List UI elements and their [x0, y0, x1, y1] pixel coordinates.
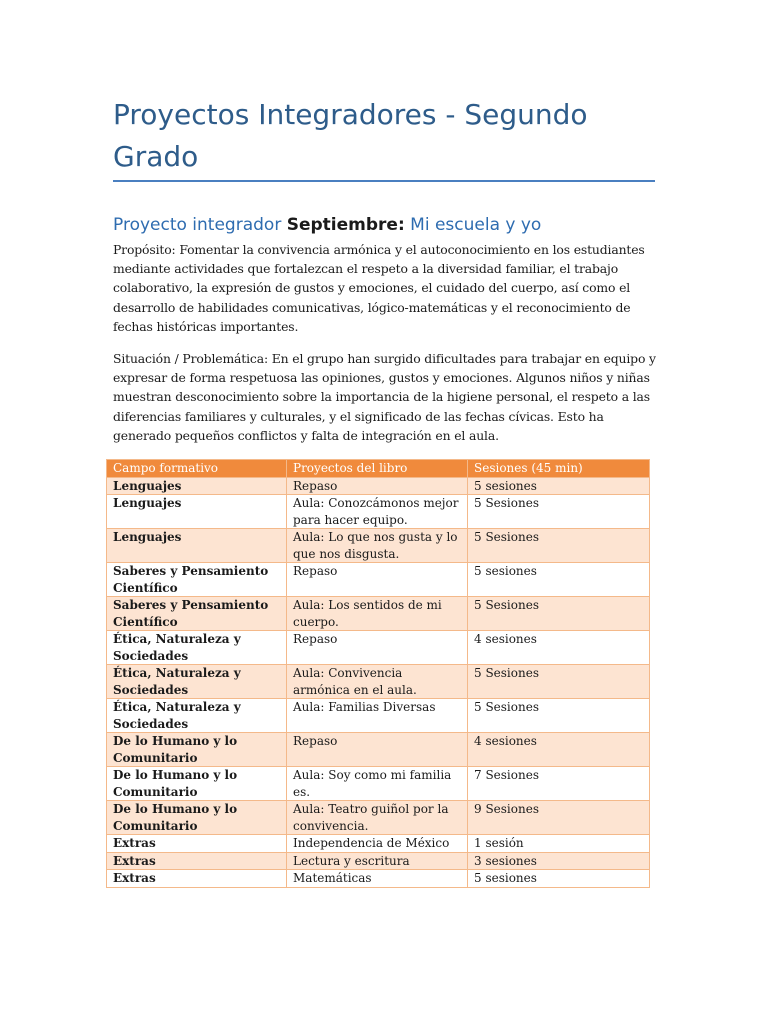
cell-sesiones: 1 sesión	[468, 835, 650, 853]
table-row	[107, 631, 650, 665]
cell-sesiones: 7 Sesiones	[468, 767, 650, 801]
purpose-paragraph: Propósito: Fomentar la convivencia armónica y el autoconocimiento en los estudiantes mediante actividades que fortalezcan el respeto a la diversidad familiar, el trabajo colaborativo, la expresión de gustos y emociones, el cuidado del cuerpo, así como el desarrollo de habilidades comunicativas, lógico-matemáticas y el reconocimiento de fechas históricas importantes.	[113, 242, 645, 334]
table-row	[107, 529, 650, 563]
cell-campo-formativo: De lo Humano y lo Comunitario	[107, 733, 287, 767]
cell-campo-formativo: Extras	[107, 852, 287, 870]
cell-campo-formativo: Saberes y Pensamiento Científico	[107, 563, 287, 597]
cell-campo-formativo: Extras	[107, 870, 287, 888]
cell-campo-formativo: Saberes y Pensamiento Científico	[107, 597, 287, 631]
table-header-row	[107, 460, 650, 478]
cell-proyecto: Repaso	[287, 477, 468, 495]
cell-sesiones: 4 sesiones	[468, 631, 650, 665]
cell-proyecto: Aula: Conozcámonos mejor para hacer equipo.	[287, 495, 468, 529]
cell-campo-formativo: De lo Humano y lo Comunitario	[107, 801, 287, 835]
header-sesiones: Sesiones (45 min)	[468, 460, 650, 478]
cell-proyecto: Aula: Teatro guiñol por la convivencia.	[287, 801, 468, 835]
cell-proyecto: Aula: Los sentidos de mi cuerpo.	[287, 597, 468, 631]
cell-sesiones: 5 Sesiones	[468, 665, 650, 699]
cell-proyecto: Aula: Soy como mi familia es.	[287, 767, 468, 801]
cell-proyecto: Repaso	[287, 733, 468, 767]
cell-sesiones: 4 sesiones	[468, 733, 650, 767]
project-heading	[113, 213, 673, 237]
table-row	[107, 665, 650, 699]
cell-campo-formativo: Ética, Naturaleza y Sociedades	[107, 631, 287, 665]
cell-campo-formativo: De lo Humano y lo Comunitario	[107, 767, 287, 801]
table-row	[107, 852, 650, 870]
table-row	[107, 597, 650, 631]
cell-campo-formativo: Ética, Naturaleza y Sociedades	[107, 699, 287, 733]
title-underline	[113, 180, 655, 182]
cell-proyecto: Matemáticas	[287, 870, 468, 888]
cell-campo-formativo: Ética, Naturaleza y Sociedades	[107, 665, 287, 699]
cell-sesiones: 5 Sesiones	[468, 529, 650, 563]
header-proyectos-del-libro: Proyectos del libro	[287, 460, 468, 478]
table-body	[107, 477, 650, 887]
cell-proyecto: Repaso	[287, 563, 468, 597]
cell-proyecto: Aula: Convivencia armónica en el aula.	[287, 665, 468, 699]
cell-campo-formativo: Lenguajes	[107, 477, 287, 495]
table-row	[107, 733, 650, 767]
heading-project-name: Mi escuela y yo	[404, 215, 542, 235]
table-row	[107, 870, 650, 888]
cell-sesiones: 5 Sesiones	[468, 495, 650, 529]
cell-sesiones: 5 sesiones	[468, 477, 650, 495]
page-title: Proyectos Integradores - Segundo Grado	[113, 98, 588, 173]
cell-sesiones: 5 sesiones	[468, 870, 650, 888]
cell-campo-formativo: Extras	[107, 835, 287, 853]
table-row	[107, 699, 650, 733]
cell-sesiones: 3 sesiones	[468, 852, 650, 870]
table-row	[107, 767, 650, 801]
cell-sesiones: 5 Sesiones	[468, 597, 650, 631]
table-row	[107, 563, 650, 597]
table-row	[107, 835, 650, 853]
table-row	[107, 477, 650, 495]
cell-sesiones: 9 Sesiones	[468, 801, 650, 835]
header-campo-formativo: Campo formativo	[107, 460, 287, 478]
cell-campo-formativo: Lenguajes	[107, 495, 287, 529]
table-row	[107, 801, 650, 835]
heading-prefix: Proyecto integrador	[113, 215, 287, 235]
cell-proyecto: Repaso	[287, 631, 468, 665]
cell-campo-formativo: Lenguajes	[107, 529, 287, 563]
cell-proyecto: Lectura y escritura	[287, 852, 468, 870]
table-row	[107, 495, 650, 529]
problem-paragraph: Situación / Problemática: En el grupo han surgido dificultades para trabajar en equipo y expresar de forma respetuosa las opiniones, gustos y emociones. Algunos niños y niñas muestran desconocimiento sobre la importancia de la higiene personal, el respeto a las diferencias familiares y culturales, y el significado de las fechas cívicas. Esto ha generado pequeños conflictos y falta de integración en el aula.	[113, 351, 656, 443]
heading-month: Septiembre:	[286, 215, 405, 235]
cell-sesiones: 5 Sesiones	[468, 699, 650, 733]
cell-proyecto: Aula: Familias Diversas	[287, 699, 468, 733]
cell-proyecto: Aula: Lo que nos gusta y lo que nos disgusta.	[287, 529, 468, 563]
cell-proyecto: Independencia de México	[287, 835, 468, 853]
projects-table	[106, 459, 650, 888]
cell-sesiones: 5 sesiones	[468, 563, 650, 597]
